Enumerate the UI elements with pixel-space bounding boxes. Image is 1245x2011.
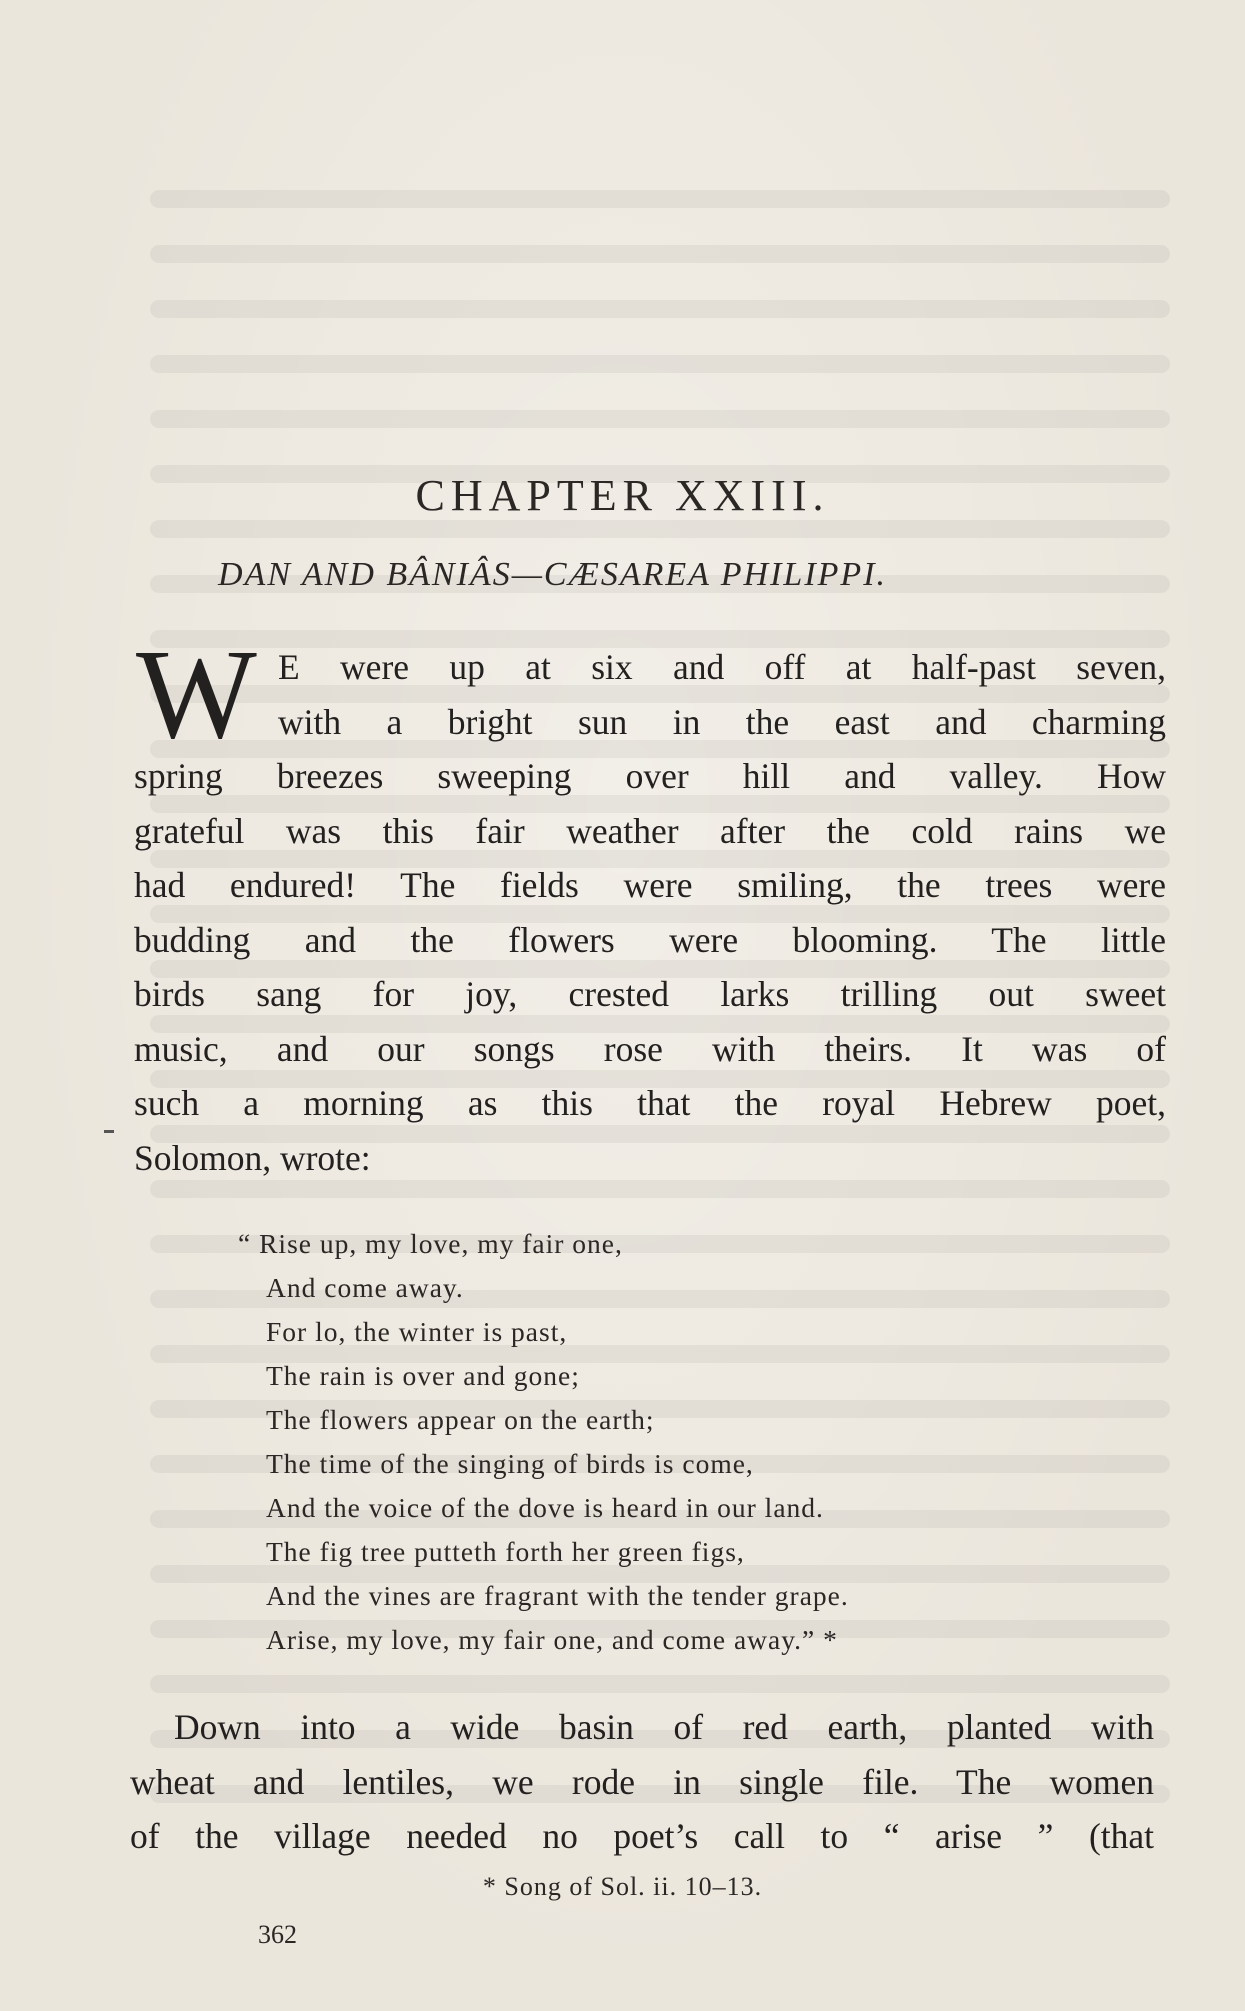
poem-line: The fig tree putteth forth her green figs,: [266, 1536, 745, 1567]
text-line: with a bright sun in the east and charming: [278, 701, 1166, 742]
chapter-subtitle: DAN AND BÂNIÂS—CÆSAREA PHILIPPI.: [218, 556, 888, 593]
text-line: E were up at six and off at half-past seven,: [278, 647, 1166, 687]
poem-line: And the voice of the dove is heard in our land.: [266, 1492, 824, 1523]
text-line: spring breezes sweeping over hill and valley. How: [134, 756, 1166, 796]
text-line: such a morning as this that the royal Hebrew poet,: [134, 1083, 1166, 1123]
poem-line: For lo, the winter is past,: [266, 1316, 568, 1347]
poem-line: Arise, my love, my fair one, and come away.” *: [266, 1624, 838, 1655]
poem-quotation: [238, 1222, 849, 1662]
text-line: had endured! The fields were smiling, the trees were: [134, 865, 1166, 905]
footnote: * Song of Sol. ii. 10–13.: [482, 1872, 763, 1901]
paragraph-1-opening: [278, 640, 1166, 749]
chapter-title: CHAPTER XXIII.: [415, 471, 830, 520]
text-line: music, and our songs rose with theirs. It was of: [134, 1028, 1166, 1069]
text-line: of the village needed no poet’s call to “ arise ” (that: [130, 1816, 1154, 1856]
text-line: wheat and lentiles, we rode in single file. The women: [130, 1761, 1154, 1802]
text-line: Solomon, wrote:: [134, 1137, 371, 1178]
page-number: 362: [258, 1920, 297, 1949]
text-line: Down into a wide basin of red earth, planted with: [174, 1707, 1154, 1747]
margin-mark: [104, 1130, 114, 1133]
poem-line: And the vines are fragrant with the tender grape.: [266, 1580, 849, 1611]
paragraph-1-body: [134, 749, 1166, 1185]
poem-line: The rain is over and gone;: [266, 1360, 580, 1391]
poem-line: The time of the singing of birds is come,: [266, 1448, 754, 1479]
text-line: birds sang for joy, crested larks trilling out sweet: [134, 974, 1166, 1014]
poem-line: And come away.: [266, 1272, 464, 1303]
paragraph-2: [130, 1700, 1154, 1864]
text-line: grateful was this fair weather after the cold rains we: [134, 810, 1166, 851]
poem-line: The flowers appear on the earth;: [266, 1404, 655, 1435]
text-line: budding and the flowers were blooming. The little: [134, 919, 1166, 960]
poem-line: “ Rise up, my love, my fair one,: [238, 1228, 623, 1259]
drop-cap: W: [136, 623, 257, 765]
